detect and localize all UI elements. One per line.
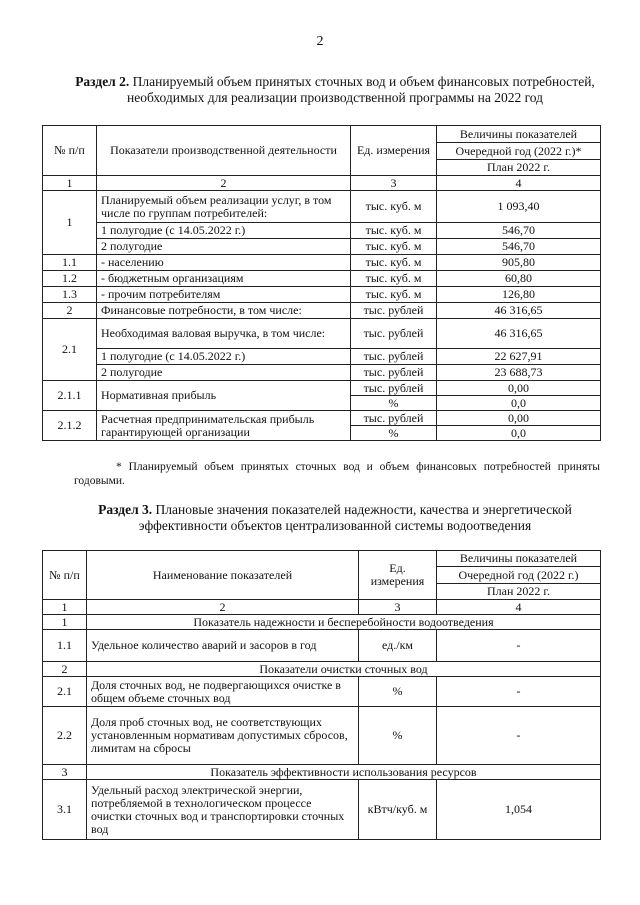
row-num: 2.2 [43, 707, 87, 765]
section2-table [42, 125, 601, 441]
row-value: 905,80 [437, 255, 601, 271]
colnum-1: 1 [43, 176, 97, 191]
row-value: 1 093,40 [437, 191, 601, 223]
row-unit: тыс. рублей [351, 349, 437, 365]
section3-title [70, 502, 600, 534]
row-name: Удельное количество аварий и засоров в год [87, 630, 359, 662]
row-num: 1.3 [43, 287, 97, 303]
header-plan: План 2022 г. [437, 584, 601, 600]
row-value: - [437, 677, 601, 707]
header-year: Очередной год (2022 г.)* [437, 143, 601, 160]
header-plan: План 2022 г. [437, 160, 601, 176]
header-indicator: Наименование показателей [87, 551, 359, 600]
page-number: 2 [316, 34, 324, 49]
row-unit: % [359, 707, 437, 765]
row-unit: % [359, 677, 437, 707]
row-value: 60,80 [437, 271, 601, 287]
colnum-3: 3 [359, 600, 437, 615]
row-unit: ед./км [359, 630, 437, 662]
row-unit: % [351, 396, 437, 411]
row-num: 1.2 [43, 271, 97, 287]
group-num: 3 [43, 765, 87, 780]
header-unit: Ед. измерения [359, 551, 437, 600]
row-num: 2.1.1 [43, 381, 97, 411]
row-value: 0,0 [437, 396, 601, 411]
row-value: - [437, 707, 601, 765]
group-title: Показатель эффективности использования ресурсов [87, 765, 601, 780]
row-unit: тыс. куб. м [351, 191, 437, 223]
colnum-4: 4 [437, 176, 601, 191]
row-name: 2 полугодие [97, 365, 351, 381]
row-name: 1 полугодие (с 14.05.2022 г.) [97, 223, 351, 239]
group-title: Показатели очистки сточных вод [87, 662, 601, 677]
header-values: Величины показателей [437, 551, 601, 567]
footnote: * Планируемый объем принятых сточных вод и объем финансовых потребностей приняты годовыми. [74, 461, 600, 487]
row-unit: % [351, 426, 437, 441]
colnum-1: 1 [43, 600, 87, 615]
section2-title [70, 74, 600, 106]
row-num: 2.1 [43, 319, 97, 381]
row-num: 2 [43, 303, 97, 319]
row-unit: тыс. рублей [351, 319, 437, 349]
row-value: 46 316,65 [437, 303, 601, 319]
row-num: 2.1 [43, 677, 87, 707]
row-num: 2.1.2 [43, 411, 97, 441]
row-value: 0,0 [437, 426, 601, 441]
row-name: - населению [97, 255, 351, 271]
row-unit: тыс. рублей [351, 365, 437, 381]
row-value: - [437, 630, 601, 662]
colnum-4: 4 [437, 600, 601, 615]
row-value: 546,70 [437, 223, 601, 239]
row-value: 0,00 [437, 411, 601, 426]
row-name: - прочим потребителям [97, 287, 351, 303]
row-unit: кВтч/куб. м [359, 780, 437, 840]
row-name: - бюджетным организациям [97, 271, 351, 287]
row-name: Финансовые потребности, в том числе: [97, 303, 351, 319]
row-unit: тыс. рублей [351, 381, 437, 396]
row-value: 23 688,73 [437, 365, 601, 381]
row-value: 546,70 [437, 239, 601, 255]
row-unit: тыс. куб. м [351, 271, 437, 287]
colnum-2: 2 [97, 176, 351, 191]
group-num: 1 [43, 615, 87, 630]
section3-title-label: Раздел 3. [98, 502, 153, 517]
header-num: № п/п [43, 551, 87, 600]
row-unit: тыс. рублей [351, 411, 437, 426]
section2-title-text: Планируемый объем принятых сточных вод и объем финансовых потребностей, необходимых для реализации производственной программы на 2022 год [127, 74, 595, 105]
row-num: 1 [43, 191, 97, 255]
group-title: Показатель надежности и бесперебойности водоотведения [87, 615, 601, 630]
row-name: 2 полугодие [97, 239, 351, 255]
section2-title-label: Раздел 2. [75, 74, 130, 89]
row-unit: тыс. куб. м [351, 223, 437, 239]
row-name: Необходимая валовая выручка, в том числе: [97, 319, 351, 349]
row-unit: тыс. рублей [351, 303, 437, 319]
row-unit: тыс. куб. м [351, 287, 437, 303]
row-name: Планируемый объем реализации услуг, в том числе по группам потребителей: [97, 191, 351, 223]
row-name: Удельный расход электрической энергии, потребляемой в технологическом процессе очистки сточных вод и транспортировки сточных вод [87, 780, 359, 840]
row-name: Расчетная предпринимательская прибыль гарантирующей организации [97, 411, 351, 441]
row-value: 46 316,65 [437, 319, 601, 349]
header-year: Очередной год (2022 г.) [437, 567, 601, 584]
row-value: 1,054 [437, 780, 601, 840]
row-num: 1.1 [43, 255, 97, 271]
header-values: Величины показателей [437, 126, 601, 143]
colnum-2: 2 [87, 600, 359, 615]
row-value: 126,80 [437, 287, 601, 303]
row-unit: тыс. куб. м [351, 255, 437, 271]
row-unit: тыс. куб. м [351, 239, 437, 255]
section3-table [42, 550, 601, 840]
header-unit: Ед. измерения [351, 126, 437, 176]
row-value: 22 627,91 [437, 349, 601, 365]
row-name: Доля проб сточных вод, не соответствующих установленным нормативам допустимых сбросов, лимитам на сбросы [87, 707, 359, 765]
row-name: Доля сточных вод, не подвергающихся очистке в общем объеме сточных вод [87, 677, 359, 707]
group-num: 2 [43, 662, 87, 677]
header-num: № п/п [43, 126, 97, 176]
row-num: 1.1 [43, 630, 87, 662]
row-name: Нормативная прибыль [97, 381, 351, 411]
section3-title-text: Плановые значения показателей надежности, качества и энергетической эффективности объектов централизованной системы водоотведения [138, 502, 572, 533]
row-num: 3.1 [43, 780, 87, 840]
row-value: 0,00 [437, 381, 601, 396]
row-name: 1 полугодие (с 14.05.2022 г.) [97, 349, 351, 365]
header-indicator: Показатели производственной деятельности [97, 126, 351, 176]
colnum-3: 3 [351, 176, 437, 191]
